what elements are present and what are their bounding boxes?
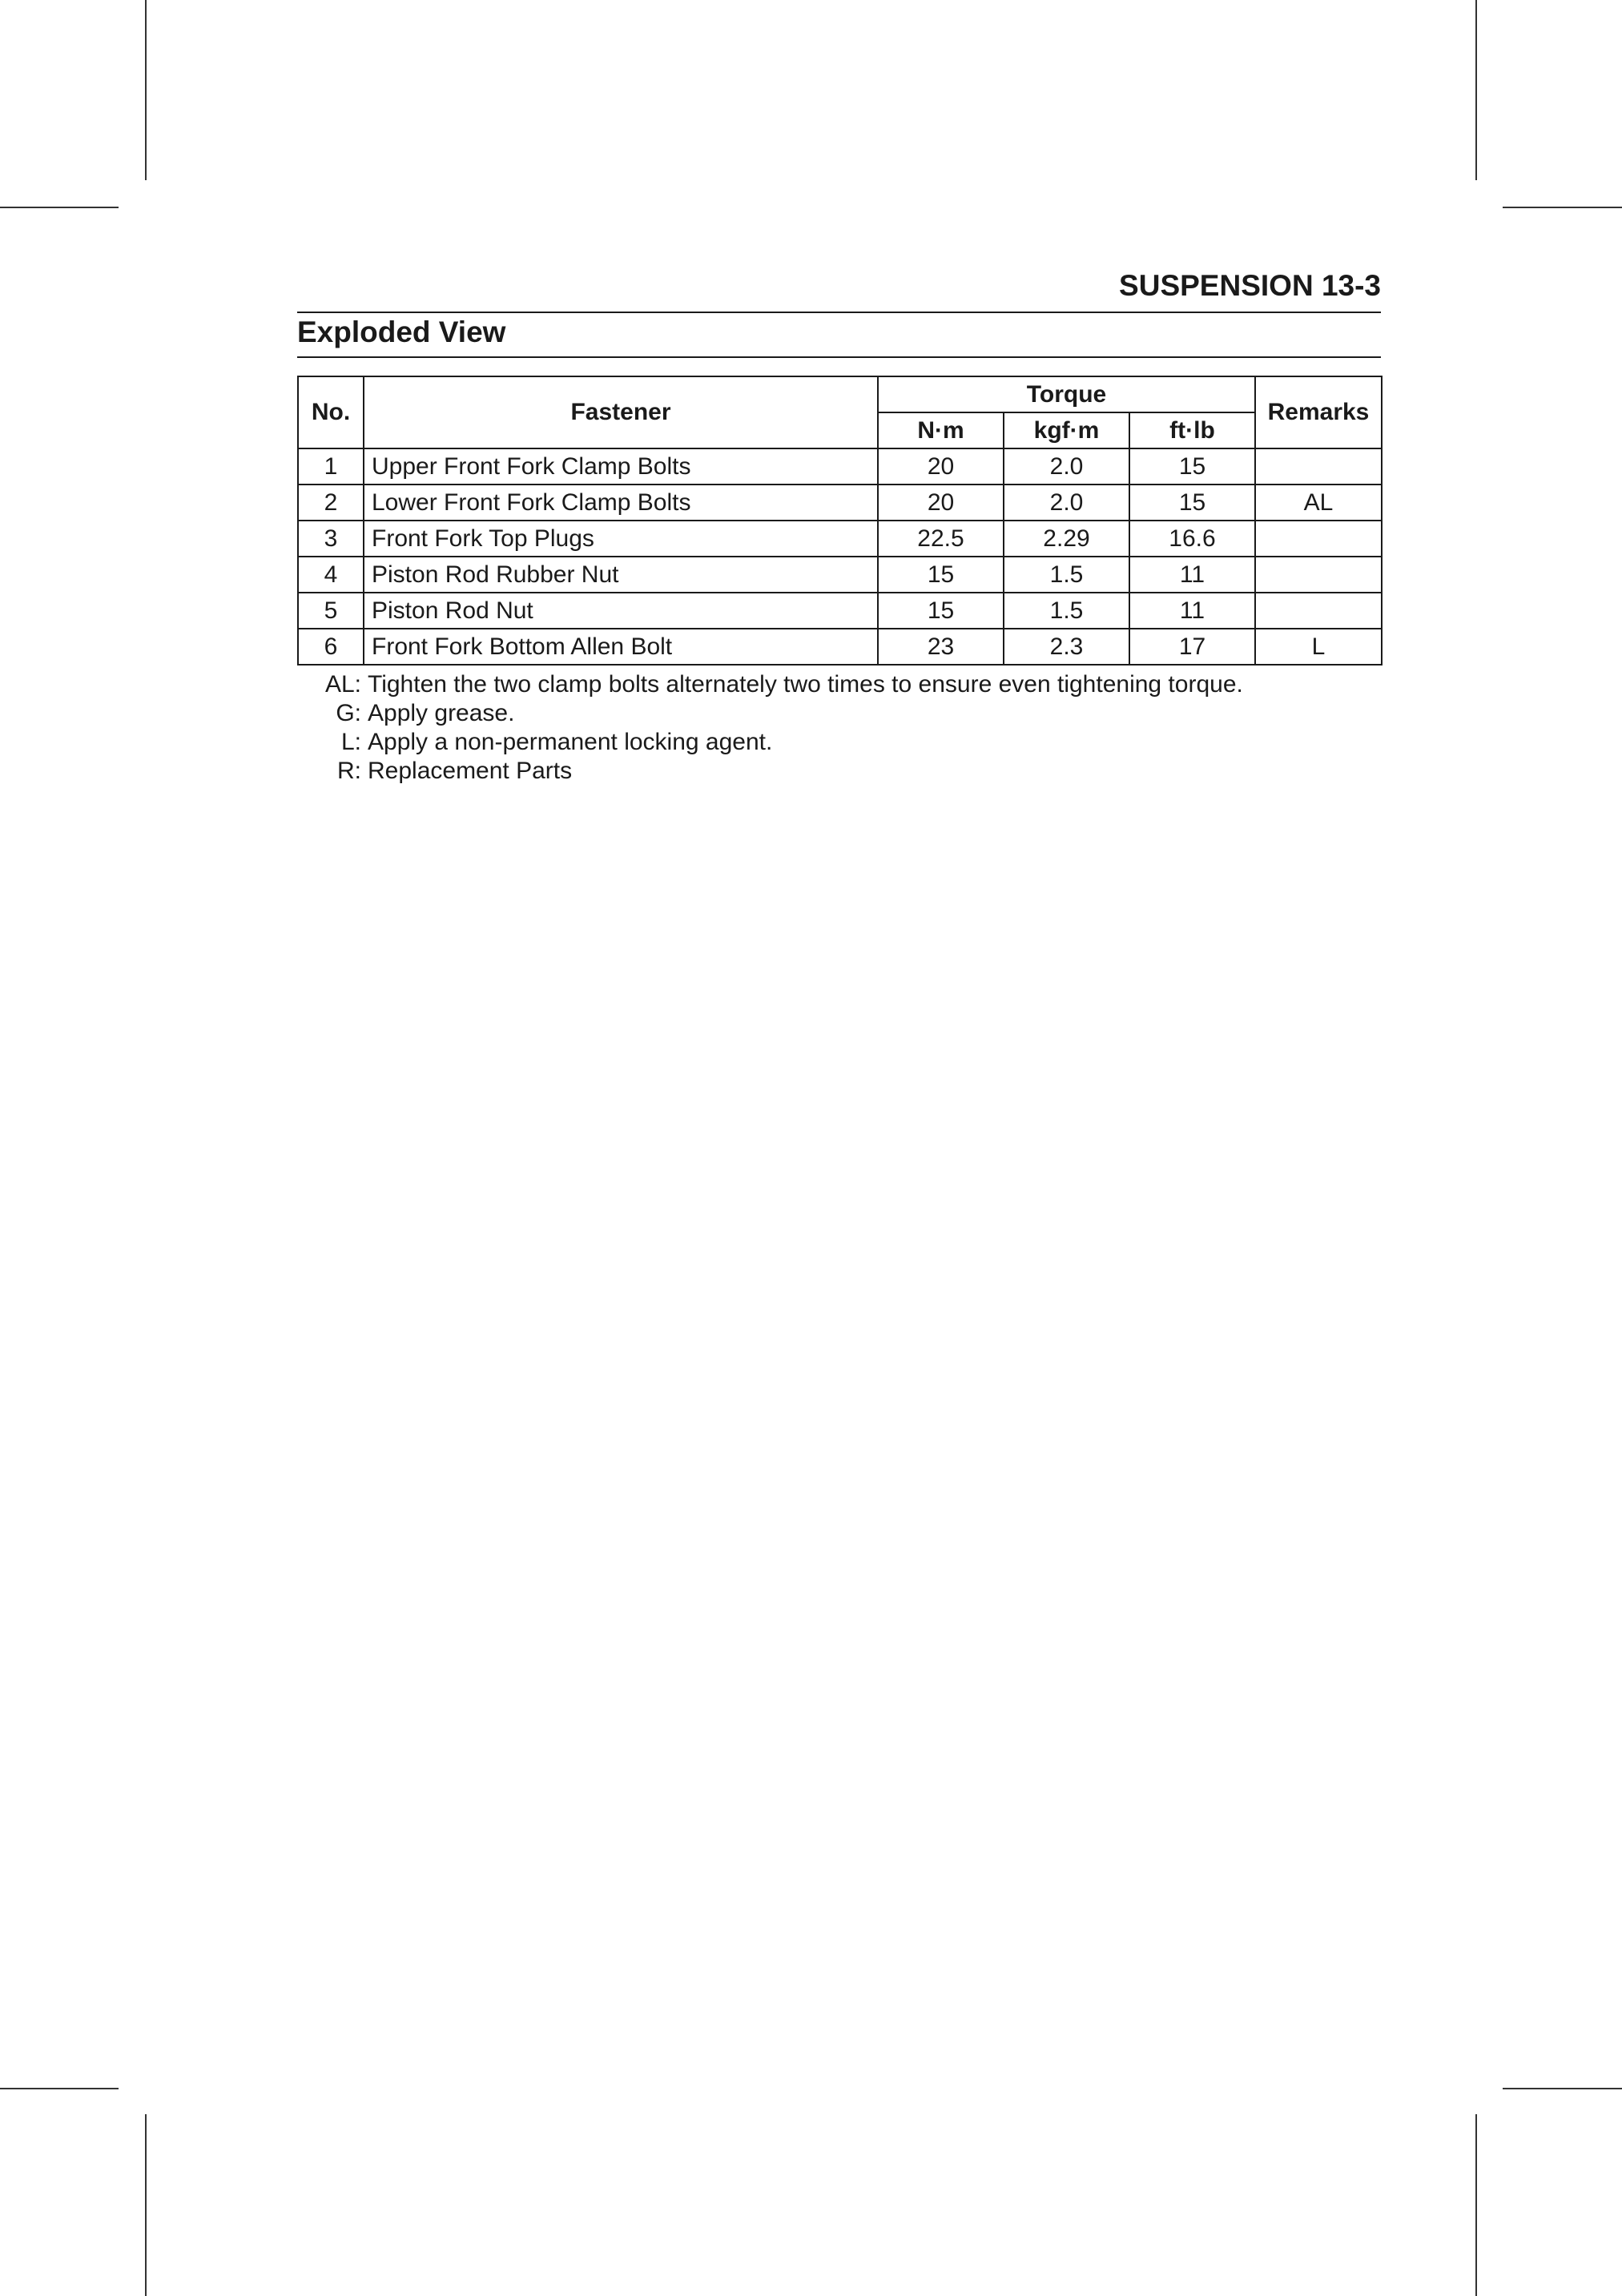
crop-mark (1503, 207, 1622, 208)
section-rule (297, 356, 1381, 358)
cell-fastener: Piston Rod Nut (364, 593, 878, 629)
crop-mark (1503, 2088, 1622, 2089)
cell-remarks (1255, 593, 1382, 629)
cell-kgfm: 2.0 (1004, 485, 1129, 521)
note-item (297, 757, 1243, 786)
cell-nm: 20 (878, 485, 1004, 521)
cell-ftlb: 16.6 (1129, 521, 1255, 557)
cell-ftlb: 17 (1129, 629, 1255, 665)
cell-no: 6 (298, 629, 364, 665)
cell-fastener: Front Fork Bottom Allen Bolt (364, 629, 878, 665)
cell-ftlb: 15 (1129, 485, 1255, 521)
cell-nm: 15 (878, 557, 1004, 593)
cell-ftlb: 11 (1129, 557, 1255, 593)
header-unit-nm: N·m (878, 412, 1004, 448)
crop-mark (1475, 0, 1477, 180)
table-row (298, 557, 1382, 593)
cell-no: 1 (298, 448, 364, 485)
legend-notes (297, 670, 1243, 786)
header-torque: Torque (878, 376, 1255, 412)
note-item (297, 699, 1243, 728)
cell-no: 2 (298, 485, 364, 521)
cell-kgfm: 2.0 (1004, 448, 1129, 485)
cell-ftlb: 11 (1129, 593, 1255, 629)
crop-mark (0, 2088, 119, 2089)
section-title: Exploded View (297, 316, 506, 348)
header-remarks: Remarks (1255, 376, 1382, 448)
cell-nm: 15 (878, 593, 1004, 629)
note-key: G: (336, 700, 361, 726)
page-title: SUSPENSION 13-3 (1119, 269, 1381, 302)
table-row (298, 448, 1382, 485)
cell-kgfm: 1.5 (1004, 557, 1129, 593)
header-fastener: Fastener (364, 376, 878, 448)
cell-no: 3 (298, 521, 364, 557)
cell-kgfm: 1.5 (1004, 593, 1129, 629)
cell-fastener: Piston Rod Rubber Nut (364, 557, 878, 593)
header-unit-ftlb: ft·lb (1129, 412, 1255, 448)
crop-mark (0, 207, 119, 208)
cell-remarks: AL (1255, 485, 1382, 521)
cell-fastener: Front Fork Top Plugs (364, 521, 878, 557)
cell-fastener: Upper Front Fork Clamp Bolts (364, 448, 878, 485)
note-text: Apply a non-permanent locking agent. (368, 729, 773, 755)
cell-ftlb: 15 (1129, 448, 1255, 485)
cell-remarks: L (1255, 629, 1382, 665)
torque-table (297, 376, 1383, 665)
note-text: Tighten the two clamp bolts alternately two times to ensure even tightening torque. (368, 671, 1243, 698)
cell-nm: 23 (878, 629, 1004, 665)
note-item (297, 728, 1243, 757)
cell-kgfm: 2.29 (1004, 521, 1129, 557)
header-rule (297, 312, 1381, 313)
cell-remarks (1255, 448, 1382, 485)
table-row (298, 629, 1382, 665)
header-unit-kgfm: kgf·m (1004, 412, 1129, 448)
table-row (298, 521, 1382, 557)
note-item (297, 670, 1243, 699)
cell-remarks (1255, 557, 1382, 593)
crop-mark (145, 2114, 147, 2296)
cell-kgfm: 2.3 (1004, 629, 1129, 665)
note-key: L: (340, 729, 361, 755)
table-row (298, 593, 1382, 629)
crop-mark (1475, 2114, 1477, 2296)
note-key: AL: (324, 671, 361, 698)
cell-nm: 20 (878, 448, 1004, 485)
header-no: No. (298, 376, 364, 448)
cell-no: 5 (298, 593, 364, 629)
note-text: Apply grease. (368, 700, 515, 726)
cell-remarks (1255, 521, 1382, 557)
cell-fastener: Lower Front Fork Clamp Bolts (364, 485, 878, 521)
cell-no: 4 (298, 557, 364, 593)
table-row (298, 485, 1382, 521)
note-key: R: (337, 758, 361, 784)
note-text: Replacement Parts (368, 758, 573, 784)
cell-nm: 22.5 (878, 521, 1004, 557)
crop-mark (145, 0, 147, 180)
